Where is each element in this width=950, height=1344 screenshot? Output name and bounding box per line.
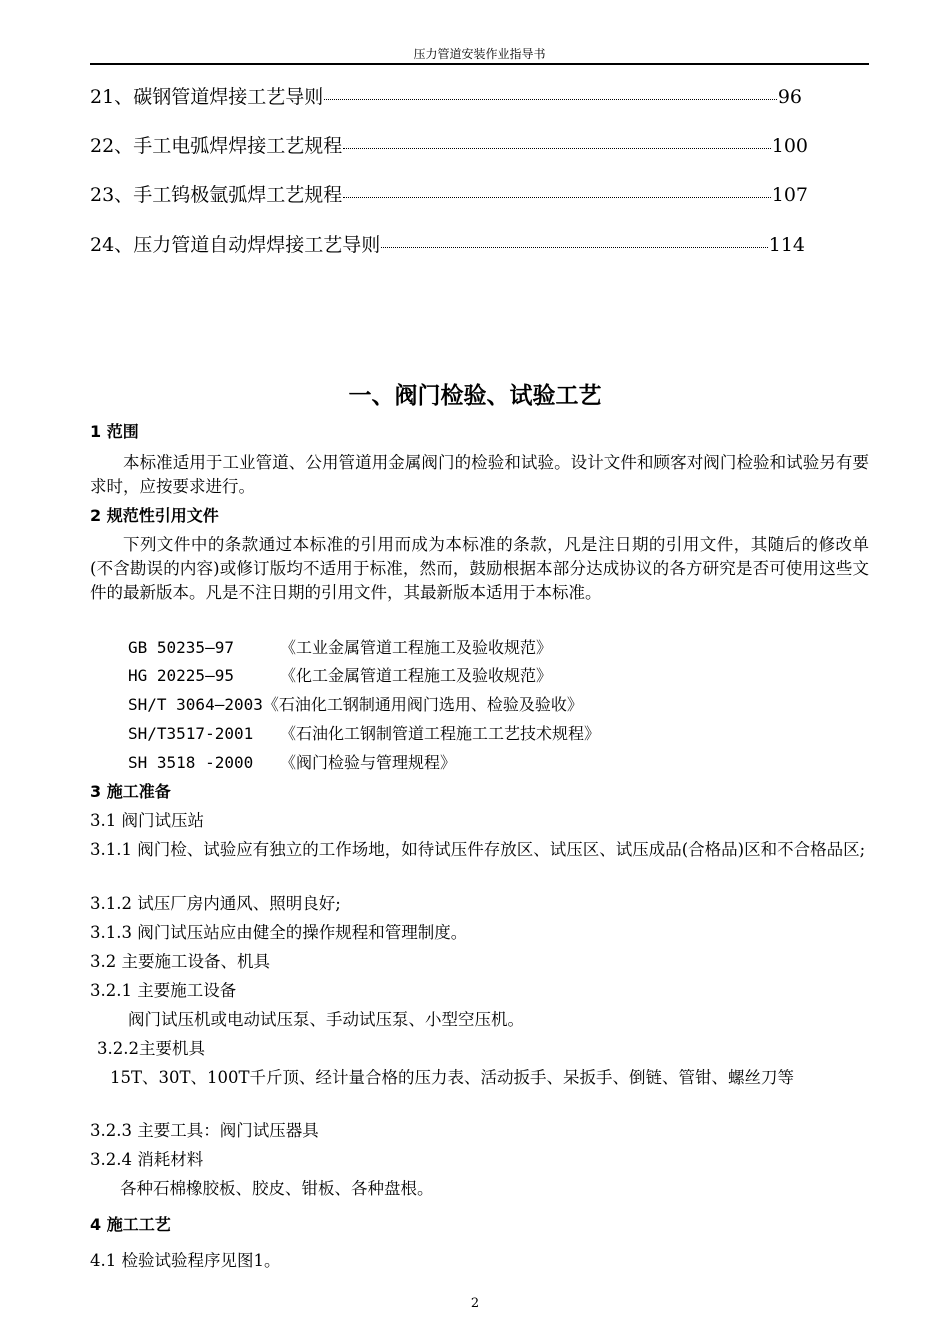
toc-leader xyxy=(343,197,771,198)
section-heading-scope: 1 范围 xyxy=(90,422,139,441)
section-heading-references: 2 规范性引用文件 xyxy=(90,506,219,525)
reference-item xyxy=(128,751,456,775)
reference-code: HG 20225—95 xyxy=(128,666,234,685)
toc-leader xyxy=(324,99,777,100)
chapter-title: 一、阀门检验、试验工艺 xyxy=(348,383,602,409)
clause-3-2-4: 3.2.4 消耗材料 xyxy=(90,1150,204,1169)
toc-entry-title: 手工钨极氩弧焊工艺规程 xyxy=(133,184,343,206)
toc-entry-page: 96 xyxy=(777,86,802,108)
section-heading-process: 4 施工工艺 xyxy=(90,1215,171,1234)
reference-item xyxy=(128,693,583,717)
clause-3-2-3: 3.2.3 主要工具：阀门试压器具 xyxy=(90,1121,319,1140)
reference-code: SH/T3517-2001 xyxy=(128,724,254,743)
toc-entry-page: 107 xyxy=(771,184,808,206)
reference-name: 《阀门检验与管理规程》 xyxy=(280,753,457,772)
toc-entry-title: 压力管道自动焊焊接工艺导则 xyxy=(133,234,381,256)
references-paragraph: 下列文件中的条款通过本标准的引用而成为本标准的条款，凡是注日期的引用文件，其随后的修改单(不含勘误的内容)或修订版均不适用于标准，然而，鼓励根据本部分达成协议的各方研究是否可使用这些文件的最新版本。凡是不注日期的引用文件，其最新版本适用于本标准。 xyxy=(90,535,869,602)
clause-3-2: 3.2 主要施工设备、机具 xyxy=(90,952,270,971)
toc-entry[interactable] xyxy=(90,183,808,207)
page-header: 压力管道安装作业指导书 xyxy=(413,47,546,61)
reference-code: GB 50235—97 xyxy=(128,638,234,657)
reference-name: 《化工金属管道工程施工及验收规范》 xyxy=(280,666,553,685)
toc-entry-number: 22、 xyxy=(90,135,134,157)
reference-item xyxy=(128,636,552,660)
toc-entry-number: 24、 xyxy=(90,234,134,256)
reference-name: 《石油化工钢制管道工程施工工艺技术规程》 xyxy=(280,724,601,743)
clause-4-1: 4.1 检验试验程序见图1。 xyxy=(90,1251,281,1270)
clause-3-1-2: 3.1.2 试压厂房内通风、照明良好; xyxy=(90,894,341,913)
clause-3-1-3: 3.1.3 阀门试压站应由健全的操作规程和管理制度。 xyxy=(90,923,468,942)
header-rule xyxy=(90,63,869,65)
scope-paragraph: 本标准适用于工业管道、公用管道用金属阀门的检验和试验。设计文件和顾客对阀门检验和试验另有要求时，应按要求进行。 xyxy=(90,453,869,496)
reference-name: 《石油化工钢制通用阀门选用、检验及验收》 xyxy=(262,695,583,714)
toc-entry-title: 手工电弧焊焊接工艺规程 xyxy=(133,135,343,157)
toc-entry[interactable] xyxy=(90,134,808,158)
toc-entry-page: 114 xyxy=(768,234,805,256)
toc-entry-number: 21、 xyxy=(90,86,134,108)
toc-entry[interactable] xyxy=(90,85,802,109)
toc-entry-number: 23、 xyxy=(90,184,134,206)
reference-item xyxy=(128,722,600,746)
toc-entry-page: 100 xyxy=(771,135,808,157)
clause-3-1: 3.1 阀门试压站 xyxy=(90,811,204,830)
section-heading-preparation: 3 施工准备 xyxy=(90,782,171,801)
page-number: 2 xyxy=(470,1296,480,1311)
reference-item xyxy=(128,664,552,688)
clause-3-1-1: 3.1.1 阀门检、试验应有独立的工作场地，如待试压件存放区、试压区、试压成品(合格品)区和不合格品区; xyxy=(90,840,866,859)
equipment-list: 阀门试压机或电动试压泵、手动试压泵、小型空压机。 xyxy=(128,1010,524,1029)
reference-code: SH 3518 -2000 xyxy=(128,753,254,772)
clause-3-2-1: 3.2.1 主要施工设备 xyxy=(90,981,237,1000)
toc-leader xyxy=(343,148,771,149)
machinery-list: 15T、30T、100T千斤顶、经计量合格的压力表、活动扳手、呆扳手、倒链、管钳、螺丝刀等 xyxy=(110,1068,795,1087)
toc-leader xyxy=(381,247,768,248)
reference-name: 《工业金属管道工程施工及验收规范》 xyxy=(280,638,553,657)
toc-entry[interactable] xyxy=(90,233,805,257)
clause-3-2-2: 3.2.2主要机具 xyxy=(97,1039,205,1058)
reference-code: SH/T 3064—2003 xyxy=(128,695,263,714)
consumables-list: 各种石棉橡胶板、胶皮、钳板、各种盘根。 xyxy=(120,1179,434,1198)
toc-entry-title: 碳钢管道焊接工艺导则 xyxy=(133,86,324,108)
